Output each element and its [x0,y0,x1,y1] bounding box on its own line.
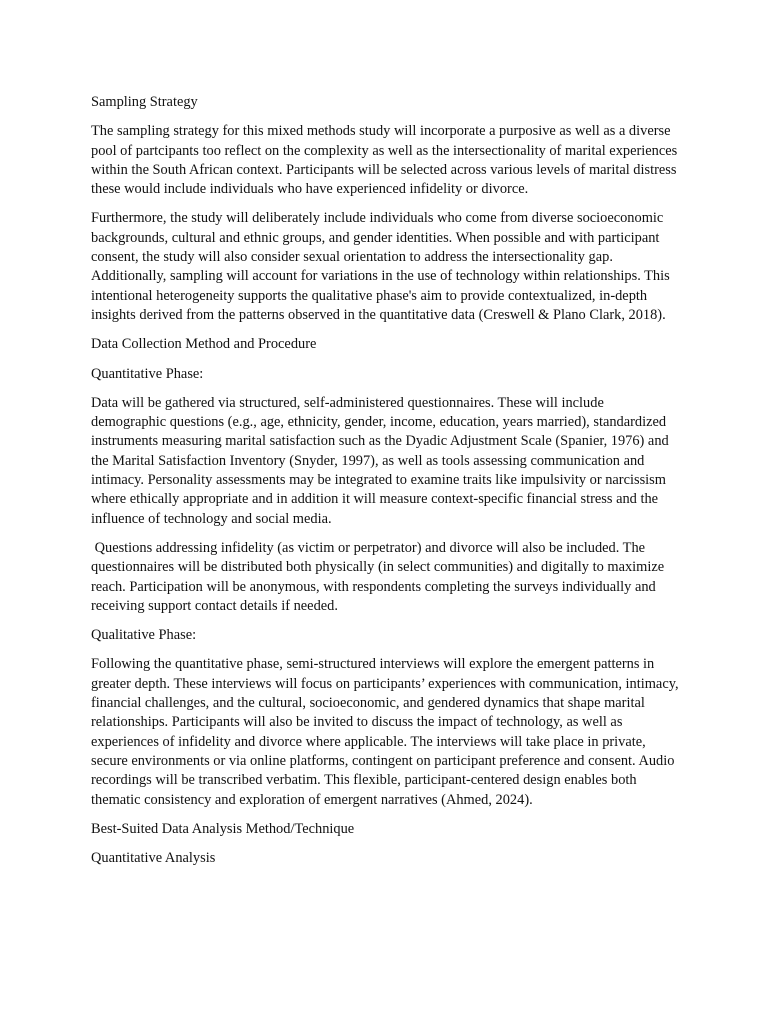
subheading-qualitative-phase: Qualitative Phase: [91,627,197,644]
section-heading-data-collection: Data Collection Method and Procedure [91,336,317,353]
subheading-quantitative-analysis: Quantitative Analysis [91,850,216,867]
paragraph-sampling-diversity: Furthermore, the study will deliberately include individuals who come from diverse socioeconomic backgrounds, cultural and ethnic groups, and gender identities. When possible and with participant consent, the study will also consider sexual orientation to address the intersectionality gap. Additionally, sampling will account for variations in the use of technology within relationships. This intentional heterogeneity supports the qualitative phase's aim to provide contextualized, in-depth insights derived from the patterns observed in the quantitative data (Creswell & Plano Clark, 2018). [91,210,670,323]
paragraph-infidelity-questions: Questions addressing infidelity (as victim or perpetrator) and divorce will also be included. The questionnaires will be distributed both physically (in select communities) and digitally to maximize reach. Participation will be anonymous, with respondents completing the surveys individually and receiving support contact details if needed. [91,539,668,614]
subheading-quantitative-phase: Quantitative Phase: [91,365,204,382]
section-heading-data-analysis: Best-Suited Data Analysis Method/Technique [91,820,355,837]
paragraph-questionnaires: Data will be gathered via structured, self-administered questionnaires. These will include demographic questions (e.g., age, ethnicity, gender, income, education, years married), standardized instruments measuring marital satisfaction such as the Dyadic Adjustment Scale (Spanier, 1976) and the Marital Satisfaction Inventory (Snyder, 1997), as well as tools assessing communication and intimacy. Personality assessments may be integrated to examine traits like impulsivity or narcissism where ethically appropriate and in addition it will measure context-specific financial stress and the influence of technology and social media. [91,394,669,527]
document-body[interactable] [91,93,680,868]
paragraph-interviews: Following the quantitative phase, semi-structured interviews will explore the emergent patterns in greater depth. These interviews will focus on participants’ experiences with communication, intimacy, financial challenges, and the cultural, socioeconomic, and gendered dynamics that shape marital relationships. Participants will also be invited to discuss the impact of technology, as well as experiences of infidelity and divorce where applicable. The interviews will take place in private, secure environments or via online platforms, contingent on participant preference and consent. Audio recordings will be transcribed verbatim. This flexible, participant-centered design enables both thematic consistency and exploration of emergent narratives (Ahmed, 2024). [91,656,679,808]
paragraph-sampling-overview: The sampling strategy for this mixed methods study will incorporate a purposive as well as a diverse pool of partcipants too reflect on the complexity as well as the intersectionality of marital experiences within the South African context. Participants will be selected across various levels of marital distress these would include individuals who have experienced infidelity or divorce. [91,123,678,198]
section-heading-sampling-strategy: Sampling Strategy [91,94,198,110]
